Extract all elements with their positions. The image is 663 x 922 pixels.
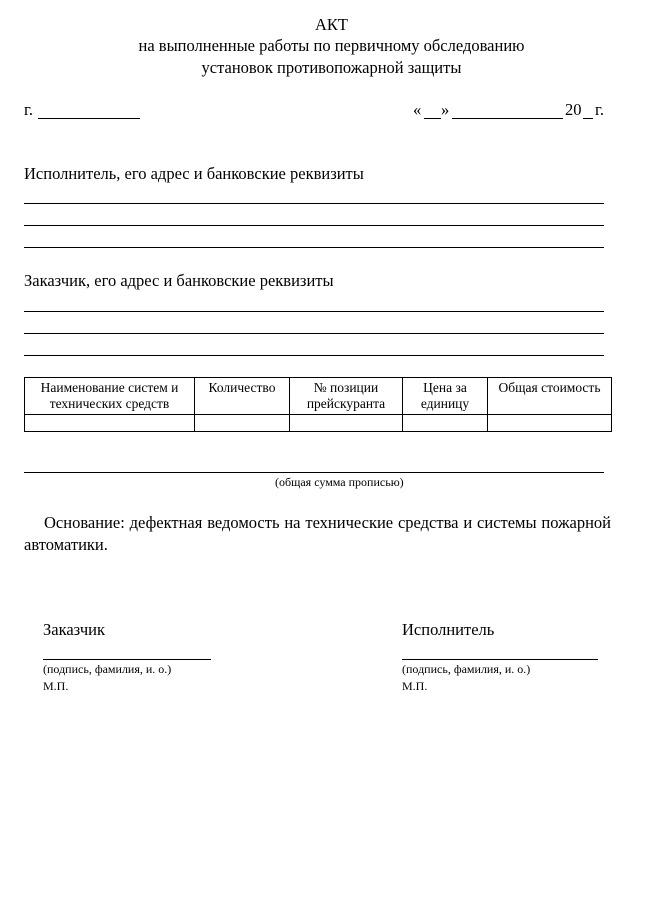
executor-signature-title: Исполнитель	[402, 620, 495, 639]
customer-signature-title: Заказчик	[43, 620, 106, 639]
table-cell	[403, 415, 488, 432]
customer-stamp-label: М.П.	[43, 679, 69, 693]
day-blank-line	[424, 118, 441, 119]
table-row	[25, 415, 612, 432]
column-header-price-list-position: № позиции прейскуранта	[290, 378, 403, 415]
year-blank-line	[583, 118, 593, 119]
month-blank-line	[452, 118, 563, 119]
customer-details-line-3	[24, 355, 604, 356]
table-cell	[195, 415, 290, 432]
document-subtitle-line-2: установок противопожарной защиты	[201, 58, 462, 77]
table-cell	[25, 415, 195, 432]
year-prefix: 20	[565, 100, 582, 119]
executor-details-line-2	[24, 225, 604, 226]
table-cell	[290, 415, 403, 432]
customer-signature-caption: (подпись, фамилия, и. о.)	[43, 662, 172, 676]
customer-details-label: Заказчик, его адрес и банковские реквизиты	[24, 271, 334, 290]
column-header-unit-price: Цена за единицу	[403, 378, 488, 415]
table-header-row	[25, 378, 612, 415]
executor-details-label: Исполнитель, его адрес и банковские реквизиты	[24, 164, 364, 183]
date-close-quote: »	[441, 100, 450, 119]
column-header-name: Наименование систем и технических средств	[25, 378, 195, 415]
city-prefix: г.	[24, 100, 34, 119]
customer-details-line-2	[24, 333, 604, 334]
executor-signature-caption: (подпись, фамилия, и. о.)	[402, 662, 531, 676]
document-title: АКТ	[315, 15, 348, 34]
works-table	[24, 377, 612, 432]
table-cell	[488, 415, 612, 432]
total-amount-caption: (общая сумма прописью)	[275, 475, 404, 489]
customer-details-line-1	[24, 311, 604, 312]
column-header-total-cost: Общая стоимость	[488, 378, 612, 415]
year-suffix: г.	[595, 100, 605, 119]
basis-paragraph: Основание: дефектная ведомость на технические средства и системы пожарной автоматики.	[24, 513, 611, 554]
total-amount-line	[24, 472, 604, 473]
city-blank-line	[38, 118, 140, 119]
date-open-quote: «	[413, 100, 422, 119]
column-header-quantity: Количество	[195, 378, 290, 415]
customer-signature-line	[43, 659, 211, 660]
document-subtitle-line-1: на выполненные работы по первичному обследованию	[138, 36, 525, 55]
executor-details-line-3	[24, 247, 604, 248]
executor-stamp-label: М.П.	[402, 679, 428, 693]
executor-details-line-1	[24, 203, 604, 204]
executor-signature-line	[402, 659, 598, 660]
